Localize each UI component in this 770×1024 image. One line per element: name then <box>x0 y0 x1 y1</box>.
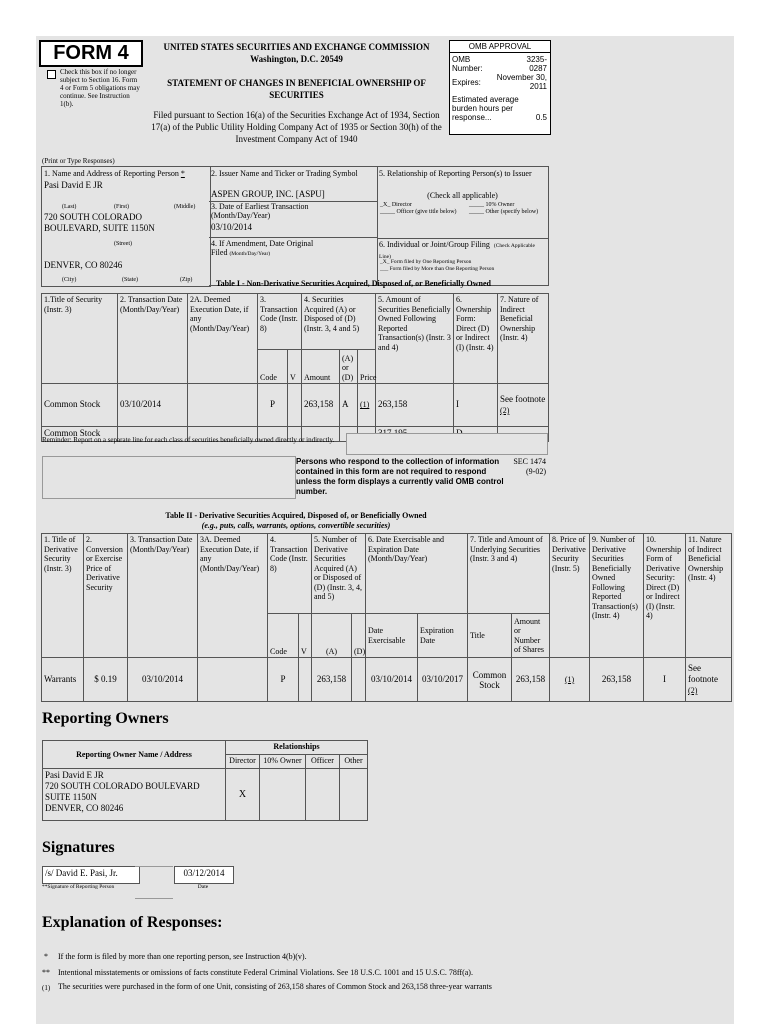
t2-r1-d <box>352 658 366 702</box>
ro-director-mark: X <box>226 769 260 821</box>
director-option[interactable]: _X_ Director <box>380 202 412 208</box>
table-1 <box>41 293 549 442</box>
city-state-zip[interactable]: DENVER, CO 80246 <box>44 260 123 270</box>
t2-h-und-amount: Amount or Number of Shares <box>512 614 550 658</box>
explanation-note-1: If the form is filed by more than one reporting person, see Instruction 4(b)(v). <box>58 952 307 961</box>
omb-number-label: OMB Number: <box>452 55 483 73</box>
t2-r1-title: Warrants <box>42 658 84 702</box>
t1-h-deemed: 2A. Deemed Execution Date, if any (Month/Day/Year) <box>188 294 258 384</box>
multiple-reporting-persons-option[interactable]: ___ Form filed by More than One Reporting Person <box>380 266 495 272</box>
omb-approval-title: OMB APPROVAL <box>450 41 550 53</box>
t2-h-date-ex: Date Exercisable <box>366 614 418 658</box>
zip-label: (Zip) <box>180 277 193 283</box>
t2-h-und-title: Title <box>468 614 512 658</box>
box-3-sub: (Month/Day/Year) <box>211 211 271 220</box>
t1-h-title: 1.Title of Security (Instr. 3) <box>42 294 118 384</box>
print-type-label: (Print or Type Responses) <box>42 157 115 165</box>
omb-approval-box <box>449 40 551 135</box>
form-page <box>36 36 734 1024</box>
box-3-label: 3. Date of Earliest Transaction <box>211 202 309 211</box>
box-5-label: 5. Relationship of Reporting Person(s) to Issuer <box>379 169 532 178</box>
t1-h-code-sub: Code <box>258 350 288 384</box>
signature-label: **Signature of Reporting Person <box>42 884 115 890</box>
t2-r1-exp: 03/10/2017 <box>418 658 468 702</box>
ro-h-director: Director <box>226 755 260 769</box>
t1-r1-code: P <box>258 384 288 427</box>
t2-h-code-sub: Code <box>268 614 299 658</box>
ro-owner-suite: SUITE 1150N <box>45 792 97 802</box>
t2-h-exp: Expiration Date <box>418 614 468 658</box>
t1-r1-v <box>288 384 302 427</box>
t1-h-form: 6. Ownership Form: Direct (D) or Indirect (I) (Instr. 4) <box>454 294 498 384</box>
t2-r1-price: $ 0.19 <box>84 658 128 702</box>
box-1-reporting-person <box>41 166 211 287</box>
expires-label: Expires: <box>452 78 481 87</box>
t2-h-a: (A) <box>312 614 352 658</box>
t1-r1-title: Common Stock <box>42 384 118 427</box>
agency-name: UNITED STATES SECURITIES AND EXCHANGE COMMISSION <box>163 42 430 52</box>
table-row <box>42 658 732 702</box>
t1-r1-deemed <box>188 384 258 427</box>
street-line-1[interactable]: 720 SOUTH COLORADO <box>44 212 143 222</box>
city-label: (City) <box>62 277 77 283</box>
reporting-owners-table <box>42 740 368 821</box>
t2-h-nature: 11. Nature of Indirect Beneficial Ownership (Instr. 4) <box>686 534 732 658</box>
no-longer-subject-checkbox[interactable] <box>47 70 56 79</box>
sec-code: SEC 1474 (9-02) <box>513 457 546 476</box>
box-4-label: 4. If Amendment, Date Original Filed <box>211 239 314 257</box>
check-all-label: (Check all applicable) <box>427 191 498 200</box>
t1-h-owned: 5. Amount of Securities Beneficially Owned Following Reported Transaction(s) (Instr. 3 and 4) <box>376 294 454 384</box>
t2-h-title: 1. Title of Derivative Security (Instr. 3) <box>42 534 84 658</box>
t1-r1-price-footnote[interactable]: (1) <box>360 400 370 410</box>
t2-h-deemed: 3A. Deemed Execution Date, if any (Month/Day/Year) <box>198 534 268 658</box>
t1-h-code: 3. Transaction Code (Instr. 8) <box>258 294 302 350</box>
last-label: (Last) <box>62 204 77 210</box>
t2-h-number: 5. Number of Derivative Securities Acquired (A) or Disposed of (D) (Instr. 3, 4, and 5) <box>312 534 366 614</box>
checkbox-label: Check this box if no longer subject to Section 16. Form 4 or Form 5 obligations may continue. See Instruction 1(b). <box>60 68 140 108</box>
box-4-sub: (Month/Day/Year) <box>229 251 271 257</box>
t1-r1-form: I <box>454 384 498 427</box>
t2-r1-und-title: Common Stock <box>468 658 512 702</box>
ro-owner-name: Pasi David E JR <box>45 770 104 780</box>
t2-h-conversion: 2. Conversion or Exercise Price of Derivative Security <box>84 534 128 658</box>
t1-h-acquired: 4. Securities Acquired (A) or Disposed of (D) (Instr. 3, 4 and 5) <box>302 294 376 350</box>
form-title: FORM 4 <box>39 40 143 67</box>
t1-r1-owned: 263,158 <box>376 384 454 427</box>
t2-h-date: 3. Transaction Date (Month/Day/Year) <box>128 534 198 658</box>
t1-h-date: 2. Transaction Date (Month/Day/Year) <box>118 294 188 384</box>
t2-r1-date-ex: 03/10/2014 <box>366 658 418 702</box>
reminder-blank-box <box>346 433 548 455</box>
expires-value: November 30, 2011 <box>496 73 547 91</box>
t1-h-aord: (A) or (D) <box>340 350 358 384</box>
t1-r1-nature-footnote[interactable]: (2) <box>500 406 510 415</box>
box-5-relationship <box>377 166 549 239</box>
ro-h-ten-pct: 10% Owner <box>260 755 306 769</box>
box-1-label: 1. Name and Address of Reporting Person <box>44 169 179 178</box>
first-label: (First) <box>114 204 129 210</box>
ro-owner-city: DENVER, CO 80246 <box>45 803 124 813</box>
t1-r1-date: 03/10/2014 <box>118 384 188 427</box>
burden-value: 0.5 <box>535 113 547 122</box>
signatures-heading: Signatures <box>42 839 115 856</box>
statement-title: STATEMENT OF CHANGES IN BENEFICIAL OWNERSHIP OF SECURITIES <box>167 78 426 100</box>
t2-h-d: (D) <box>352 614 366 658</box>
persons-notice: Persons who respond to the collection of information contained in this form are not required to respond unless the form displays a currently valid OMB control number. <box>296 457 504 496</box>
t1-h-nature: 7. Nature of Indirect Beneficial Ownership (Instr. 4) <box>498 294 549 384</box>
table-row <box>42 384 549 427</box>
t1-r1-amount: 263,158 <box>302 384 340 427</box>
omb-number-row <box>450 55 550 73</box>
burden-label: Estimated average burden hours per response... <box>452 95 519 122</box>
t2-r1-v <box>299 658 312 702</box>
t2-r1-a: 263,158 <box>312 658 352 702</box>
t2-h-form: 10. Ownership Form of Derivative Security: Direct (D) or Indirect (I) (Instr. 4) <box>644 534 686 658</box>
t2-r1-code: P <box>268 658 299 702</box>
box-2-label: 2. Issuer Name and Ticker or Trading Symbol <box>211 169 358 178</box>
t1-r2-title: Common Stock <box>42 427 118 442</box>
officer-option[interactable]: _____ Officer (give title below) <box>380 209 457 215</box>
explanation-note-3-mark: (1) <box>42 984 51 992</box>
t2-h-owned: 9. Number of Derivative Securities Beneficially Owned Following Reported Transaction(s) (Instr. 4) <box>590 534 644 658</box>
explanation-note-2: Intentional misstatements or omissions of facts constitute Federal Criminal Violations. See 18 U.S.C. 1001 and 15 U.S.C. 78ff(a). <box>58 968 473 977</box>
table-2-title: Table II - Derivative Securities Acquired, Disposed of, or Beneficially Owned <box>165 511 427 520</box>
explanation-note-2-mark: ** <box>42 968 50 977</box>
t2-h-exercisable: 6. Date Exercisable and Expiration Date (Month/Day/Year) <box>366 534 468 614</box>
signature-box: /s/ David E. Pasi, Jr. <box>42 866 140 884</box>
ro-h-relationships: Relationships <box>226 741 368 755</box>
t1-r1-nature: See footnote <box>500 394 546 404</box>
t2-r1-owned: 263,158 <box>590 658 644 702</box>
ten-percent-owner-option[interactable]: _____ 10% Owner <box>469 202 515 208</box>
t2-r1-nature: See footnote <box>688 663 719 684</box>
explanation-note-3: The securities were purchased in the form of one Unit, consisting of 263,158 shares of Common Stock and 263,158 three-year warrants <box>58 982 492 991</box>
box-1-star: * <box>180 169 185 178</box>
t1-h-price: Price <box>358 350 376 384</box>
t2-r1-nature-footnote[interactable]: (2) <box>688 686 698 695</box>
notice-left-box <box>42 456 296 499</box>
t2-r1-form: I <box>644 658 686 702</box>
box-2-issuer <box>209 166 378 202</box>
agency-location: Washington, D.C. 20549 <box>250 54 343 64</box>
t2-r1-und-amount: 263,158 <box>512 658 550 702</box>
reminder-text: Reminder: Report on a separate line for each class of securities beneficially owned directly or indirectly. <box>42 436 335 444</box>
table-2-subtitle: (e.g., puts, calls, warrants, options, convertible securities) <box>201 521 391 530</box>
expires-row <box>450 73 550 93</box>
middle-label: (Middle) <box>174 204 196 210</box>
table-2 <box>41 533 732 702</box>
t2-h-code: 4. Transaction Code (Instr. 8) <box>268 534 312 614</box>
filed-pursuant-text: Filed pursuant to Section 16(a) of the Securities Exchange Act of 1934, Section 17(a) of the Public Utility Holding Company Act of 1935 or Section 30(h) of the Investment Company Act of 1940 <box>151 110 442 144</box>
ro-h-other: Other <box>340 755 368 769</box>
ro-owner-street: 720 SOUTH COLORADO BOULEVARD <box>45 781 200 791</box>
signature-date-label: Date <box>197 884 209 890</box>
burden-row <box>450 93 550 123</box>
explanation-heading: Explanation of Responses: <box>42 914 223 931</box>
t1-h-v: V <box>288 350 302 384</box>
t2-r1-date: 03/10/2014 <box>128 658 198 702</box>
signature-spacer <box>135 866 173 899</box>
street-line-2[interactable]: BOULEVARD, SUITE 1150N <box>44 223 155 233</box>
table-row <box>43 769 368 821</box>
t2-h-price: 8. Price of Derivative Security (Instr. 5) <box>550 534 590 658</box>
t2-h-underlying: 7. Title and Amount of Underlying Securities (Instr. 3 and 4) <box>468 534 550 614</box>
ro-h-name: Reporting Owner Name / Address <box>43 741 226 769</box>
ro-h-officer: Officer <box>306 755 340 769</box>
state-label: (State) <box>122 277 138 283</box>
box-6-sub: (Check Applicable Line) <box>379 243 535 260</box>
omb-number-value: 3235-0287 <box>526 55 547 73</box>
signature-date: 03/12/2014 <box>174 866 234 884</box>
issuer-name-ticker[interactable]: ASPEN GROUP, INC. [ASPU] <box>211 189 325 199</box>
t1-r1-aord: A <box>340 384 358 427</box>
earliest-transaction-date[interactable]: 03/10/2014 <box>211 222 253 232</box>
t2-r1-deriv-price-footnote[interactable]: (1) <box>564 674 575 684</box>
box-6-label: 6. Individual or Joint/Group Filing <box>379 240 490 249</box>
other-option[interactable]: _____ Other (specify below) <box>469 209 539 215</box>
t1-h-amount: Amount <box>302 350 340 384</box>
explanation-note-1-mark: * <box>44 952 48 961</box>
reporting-owners-heading: Reporting Owners <box>42 710 169 727</box>
t2-r1-deemed <box>198 658 268 702</box>
t2-h-v: V <box>299 614 312 658</box>
street-label: (Street) <box>114 241 132 247</box>
table-1-title: Table I - Non-Derivative Securities Acquired, Disposed of, or Beneficially Owned <box>216 279 491 288</box>
one-reporting-person-option[interactable]: _X_ Form filed by One Reporting Person <box>380 259 472 265</box>
box-3-earliest-date <box>209 200 378 238</box>
reporting-person-name[interactable]: Pasi David E JR <box>44 180 103 190</box>
